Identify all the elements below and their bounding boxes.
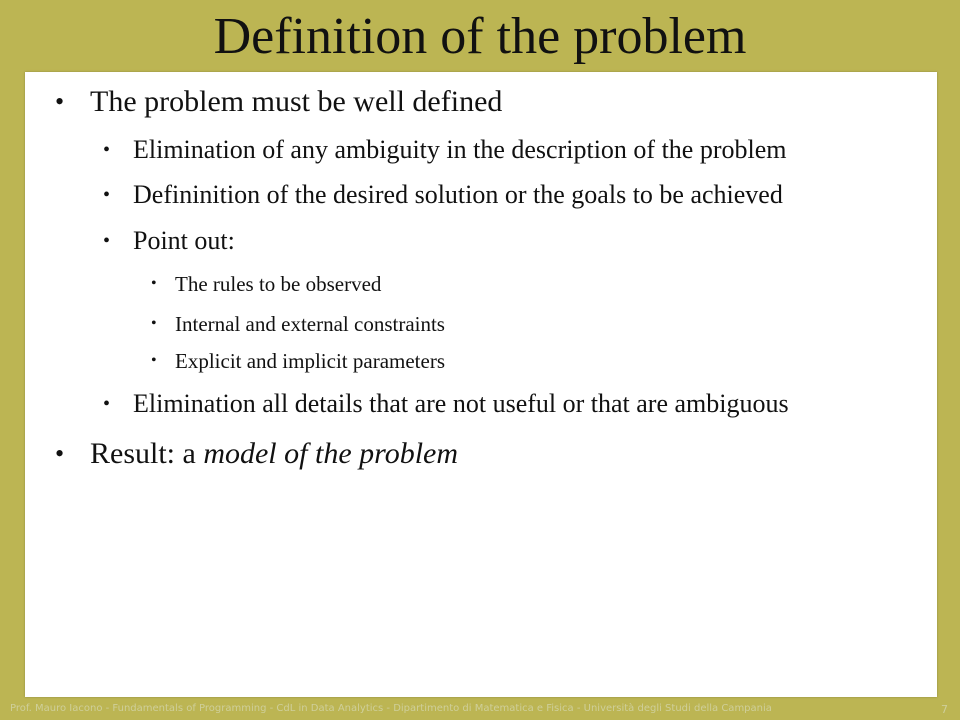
- bullet-text: The rules to be observed: [175, 272, 382, 296]
- bullet-text: Explicit and implicit parameters: [175, 349, 445, 373]
- bullet-dot: •: [55, 87, 65, 116]
- result-prefix: Result: a: [90, 437, 204, 470]
- slide-title: Definition of the problem: [213, 8, 747, 65]
- bullet-text: [90, 436, 458, 472]
- bullet-dot: •: [55, 439, 65, 468]
- footer-text: Prof. Mauro Iacono - Fundamentals of Programming - CdL in Data Analytics - Dipartimento di Matematica e Fisica - Università degli Studi della Campania: [10, 703, 772, 714]
- bullet-dot: •: [103, 230, 111, 252]
- bullet-dot: •: [151, 275, 157, 292]
- bullet-dot: •: [103, 139, 111, 161]
- bullet-text: Elimination of any ambiguity in the description of the problem: [133, 135, 787, 164]
- bullet-dot: •: [103, 393, 111, 415]
- bullet-dot: •: [151, 315, 157, 332]
- bullet-text: Point out:: [133, 226, 235, 255]
- result-emphasis: model of the problem: [203, 437, 459, 470]
- bullet-text: Defininition of the desired solution or the goals to be achieved: [133, 180, 783, 209]
- bullet-text: Internal and external constraints: [175, 312, 445, 336]
- page-number: 7: [941, 703, 948, 716]
- bullet-text: The problem must be well defined: [90, 85, 503, 118]
- bullet-text: Elimination all details that are not useful or that are ambiguous: [133, 389, 789, 418]
- content-panel: [25, 72, 937, 697]
- bullet-dot: •: [103, 184, 111, 206]
- bullet-dot: •: [151, 352, 157, 369]
